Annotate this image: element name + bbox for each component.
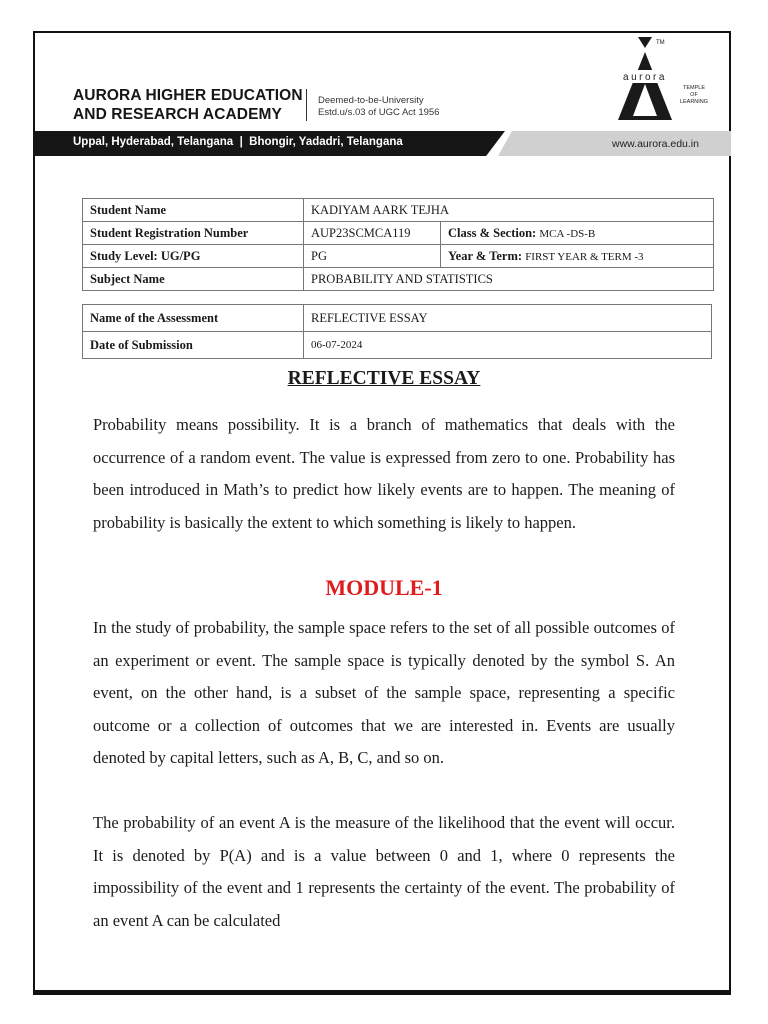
deemed-line-2: Estd.u/s.03 of UGC Act 1956 [318, 107, 440, 118]
essay-title: REFLECTIVE ESSAY [287, 368, 481, 389]
subject-value: PROBABILITY AND STATISTICS [304, 268, 714, 291]
header-divider [306, 89, 307, 121]
module-paragraph-1: In the study of probability, the sample space refers to the set of all possible outcomes of an experiment or event. The sample space is typically denoted by the symbol S. An event, on the other hand, is a subset of the sample space, representing a specific outcome or a collection of outcomes that we are interested in. Events are usually denoted by capital letters, such as A, B, C, and so on. [93, 618, 675, 767]
institution-line-2: AND RESEARCH ACADEMY [73, 106, 282, 123]
institution-line-1: AURORA HIGHER EDUCATION [73, 87, 303, 104]
table-row [83, 222, 714, 245]
logo-tm: TM [656, 40, 665, 46]
class-section-value: MCA -DS-B [539, 227, 596, 240]
aurora-logo [614, 34, 714, 124]
module-heading: MODULE-1 [325, 575, 443, 600]
submission-date-value: 06-07-2024 [304, 332, 712, 359]
subject-label: Subject Name [83, 268, 304, 291]
student-name-value: KADIYAM AARK TEJHA [304, 199, 714, 222]
class-section-label: Class & Section: [448, 225, 537, 240]
aurora-logo-icon [614, 34, 714, 124]
table-row [83, 305, 712, 332]
campus-locations: Uppal, Hyderabad, Telangana | Bhongir, Yadadri, Telangana [73, 136, 403, 148]
submission-date-label: Date of Submission [83, 332, 304, 359]
table-row [83, 245, 714, 268]
study-level-value: PG [304, 245, 441, 268]
assessment-table [82, 304, 712, 359]
registration-label: Student Registration Number [83, 222, 304, 245]
study-level-label: Study Level: UG/PG [83, 245, 304, 268]
page-border-bottom [33, 992, 731, 995]
logo-tag-3: LEARNING [679, 99, 709, 105]
table-row [83, 332, 712, 359]
class-section-cell [441, 222, 714, 245]
deemed-university-text [318, 95, 439, 119]
deemed-line-1: Deemed-to-be-University [318, 95, 424, 106]
year-term-value: FIRST YEAR & TERM -3 [525, 250, 644, 263]
module-paragraph-2: The probability of an event A is the measure of the likelihood that the event will occur. It is denoted by P(A) and is a value between 0 and 1, where 0 represents the impossibility of the event and 1 represents the certainty of the event. The probability of an event A can be calculated [93, 813, 675, 930]
website-link[interactable]: www.aurora.edu.in [612, 138, 699, 150]
year-term-cell [441, 245, 714, 268]
table-row [83, 268, 714, 291]
student-details-table [82, 198, 714, 291]
assessment-label: Name of the Assessment [83, 305, 304, 332]
student-name-label: Student Name [83, 199, 304, 222]
intro-paragraph: Probability means possibility. It is a branch of mathematics that deals with the occurrence of a random event. The value is expressed from zero to one. Probability has been introduced in Math’s to predict how likely events are to happen. The meaning of probability is basically the extent to which something is likely to happen. [93, 415, 675, 532]
assessment-value: REFLECTIVE ESSAY [304, 305, 712, 332]
year-term-label: Year & Term: [448, 248, 523, 263]
logo-tag-1: TEMPLE [682, 85, 706, 91]
logo-word: aurora [623, 72, 667, 83]
institution-name [73, 86, 303, 124]
logo-tag-2: OF [690, 92, 698, 98]
table-row [83, 199, 714, 222]
registration-value: AUP23SCMCA119 [304, 222, 441, 245]
